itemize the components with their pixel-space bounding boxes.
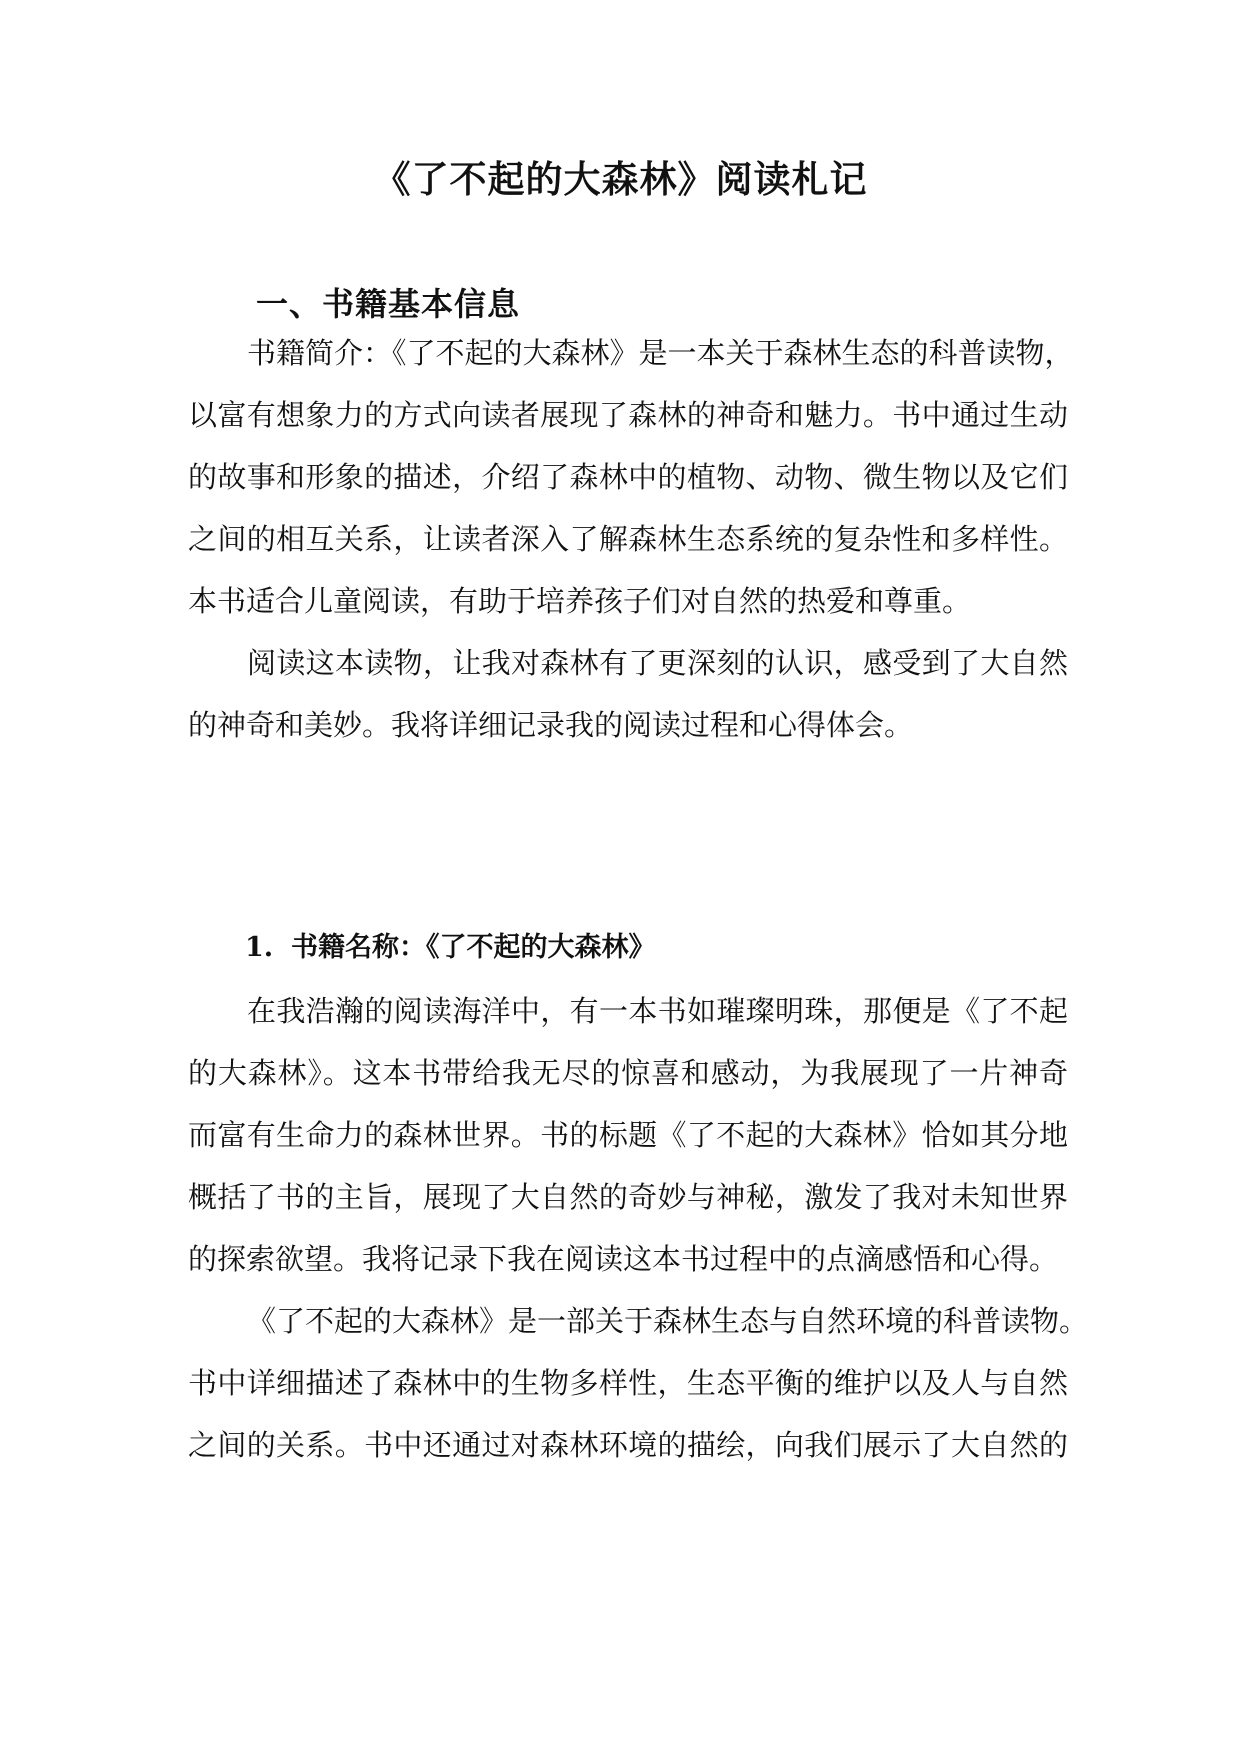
subsection-heading-text: 书籍名称：《了不起的大森林》 [291, 932, 656, 963]
document-title: 《了不起的大森林》阅读札记 [373, 157, 868, 201]
paragraph-line: 书籍简介：《了不起的大森林》是一本关于森林生态的科普读物， [247, 336, 1074, 370]
paragraph-line: 概括了书的主旨，展现了大自然的奇妙与神秘，激发了我对未知世界 [188, 1180, 1068, 1214]
paragraph-line: 本书适合儿童阅读，有助于培养孩子们对自然的热爱和尊重。 [188, 584, 972, 618]
paragraph-line: 以富有想象力的方式向读者展现了森林的神奇和魅力。书中通过生动 [188, 398, 1068, 432]
paragraph-line: 的探索欲望。我将记录下我在阅读这本书过程中的点滴感悟和心得。 [188, 1242, 1059, 1276]
section-heading-basic-info: 一、书籍基本信息 [256, 285, 521, 323]
subsection-number: 1. [245, 932, 274, 963]
paragraph-line: 书中详细描述了森林中的生物多样性，生态平衡的维护以及人与自然 [188, 1366, 1068, 1400]
paragraph-line: 之间的关系。书中还通过对森林环境的描绘，向我们展示了大自然的 [188, 1428, 1068, 1462]
paragraph-line: 的故事和形象的描述，介绍了森林中的植物、动物、微生物以及它们 [188, 460, 1068, 494]
paragraph-line: 阅读这本读物，让我对森林有了更深刻的认识，感受到了大自然 [247, 646, 1068, 680]
subsection-heading-book-name [245, 928, 656, 968]
paragraph-line: 之间的相互关系，让读者深入了解森林生态系统的复杂性和多样性。 [188, 522, 1068, 556]
paragraph-line: 的大森林》。这本书带给我无尽的惊喜和感动，为我展现了一片神奇 [188, 1056, 1068, 1090]
paragraph-line: 在我浩瀚的阅读海洋中，有一本书如璀璨明珠，那便是《了不起 [247, 994, 1068, 1028]
paragraph-line: 的神奇和美妙。我将详细记录我的阅读过程和心得体会。 [188, 708, 914, 742]
paragraph-line: 而富有生命力的森林世界。书的标题《了不起的大森林》恰如其分地 [188, 1118, 1068, 1152]
paragraph-line: 《了不起的大森林》是一部关于森林生态与自然环境的科普读物。 [247, 1304, 1089, 1338]
